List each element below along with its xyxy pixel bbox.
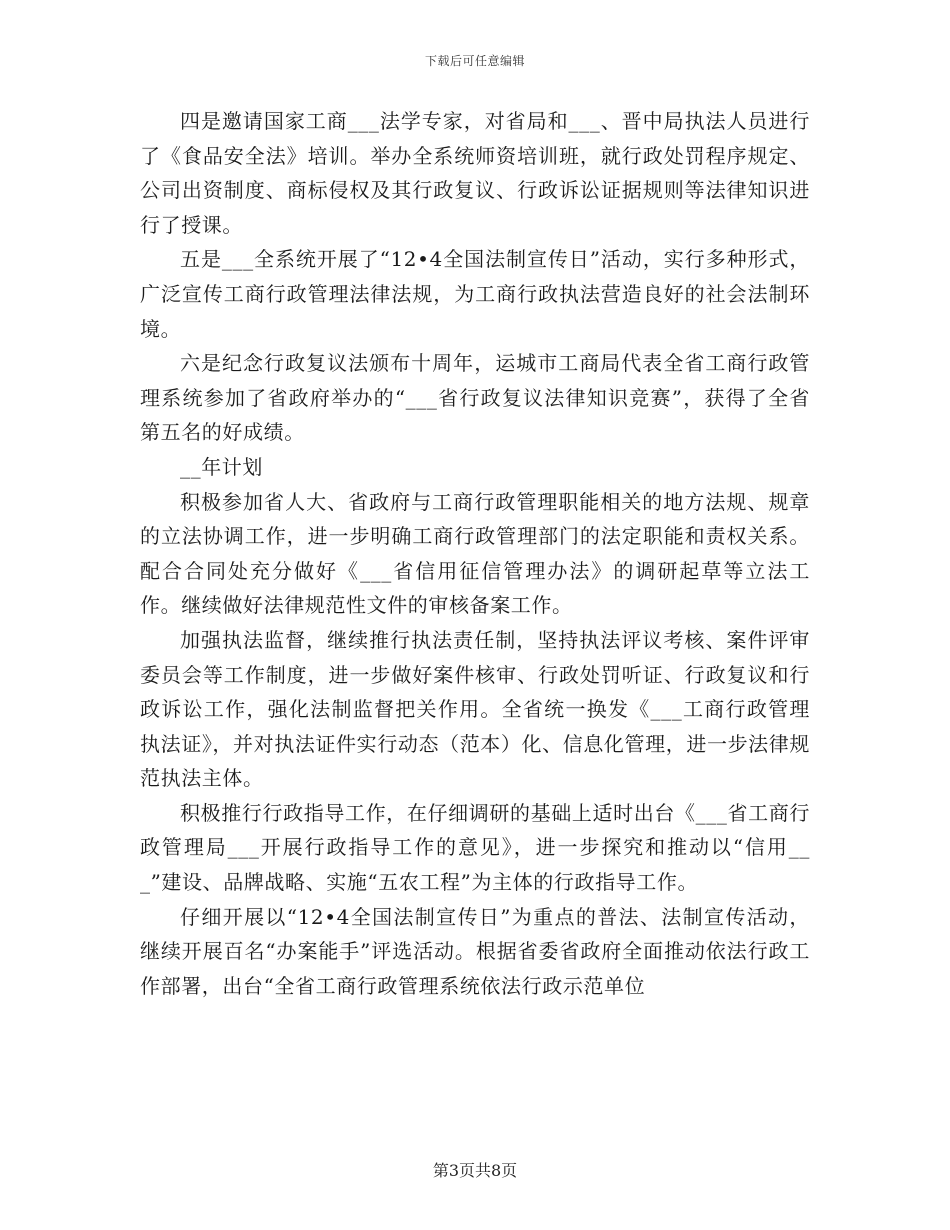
paragraph-6: 六是纪念行政复议法颁布十周年，运城市工商局代表全省工商行政管理系统参加了省政府举办的“___省行政复议法律知识竞赛”，获得了全省第五名的好成绩。 — [140, 351, 810, 445]
page-footer: 第3页共8页 — [432, 1161, 518, 1180]
section-heading-plan: __年计划 — [180, 454, 263, 479]
document-body — [140, 104, 810, 1003]
page-header: 下载后可任意编辑 — [424, 54, 525, 68]
paragraph-guidance: 积极推行行政指导工作，在仔细调研的基础上适时出台《___省工商行政管理局___开展行政指导工作的意见》，进一步探究和推动以“信用___”建设、品牌战略、实施“五农工程”为主体的行政指导工作。 — [140, 800, 810, 895]
paragraph-supervision: 加强执法监督，继续推行执法责任制，坚持执法评议考核、案件评审委员会等工作制度，进一步做好案件核审、行政处罚听证、行政复议和行政诉讼工作，强化法制监督把关作用。全省统一换发《___工商行政管理执法证》，并对执法证件实行动态（范本）化、信息化管理，进一步法律规范执法主体。 — [140, 627, 810, 791]
paragraph-5: 五是___全系统开展了“12•4全国法制宣传日”活动，实行多种形式，广泛宣传工商行政管理法律法规，为工商行政执法营造良好的社会法制环境。 — [140, 247, 810, 341]
paragraph-publicity: 仔细开展以“12•4全国法制宣传日”为重点的普法、法制宣传活动，继续开展百名“办案能手”评选活动。根据省委省政府全面推动依法行政工作部署，出台“全省工商行政管理系统依法行政示范单位 — [140, 904, 810, 998]
paragraph-legislation: 积极参加省人大、省政府与工商行政管理职能相关的地方法规、规章的立法协调工作，进一步明确工商行政管理部门的法定职能和责权关系。配合合同处充分做好《___省信用征信管理办法》的调研起草等立法工作。继续做好法律规范性文件的审核备案工作。 — [140, 489, 810, 618]
paragraph-4: 四是邀请国家工商___法学专家，对省局和___、晋中局执法人员进行了《食品安全法》培训。举办全系统师资培训班，就行政处罚程序规定、公司出资制度、商标侵权及其行政复议、行政诉讼证据规则等法律知识进行了授课。 — [140, 109, 810, 237]
